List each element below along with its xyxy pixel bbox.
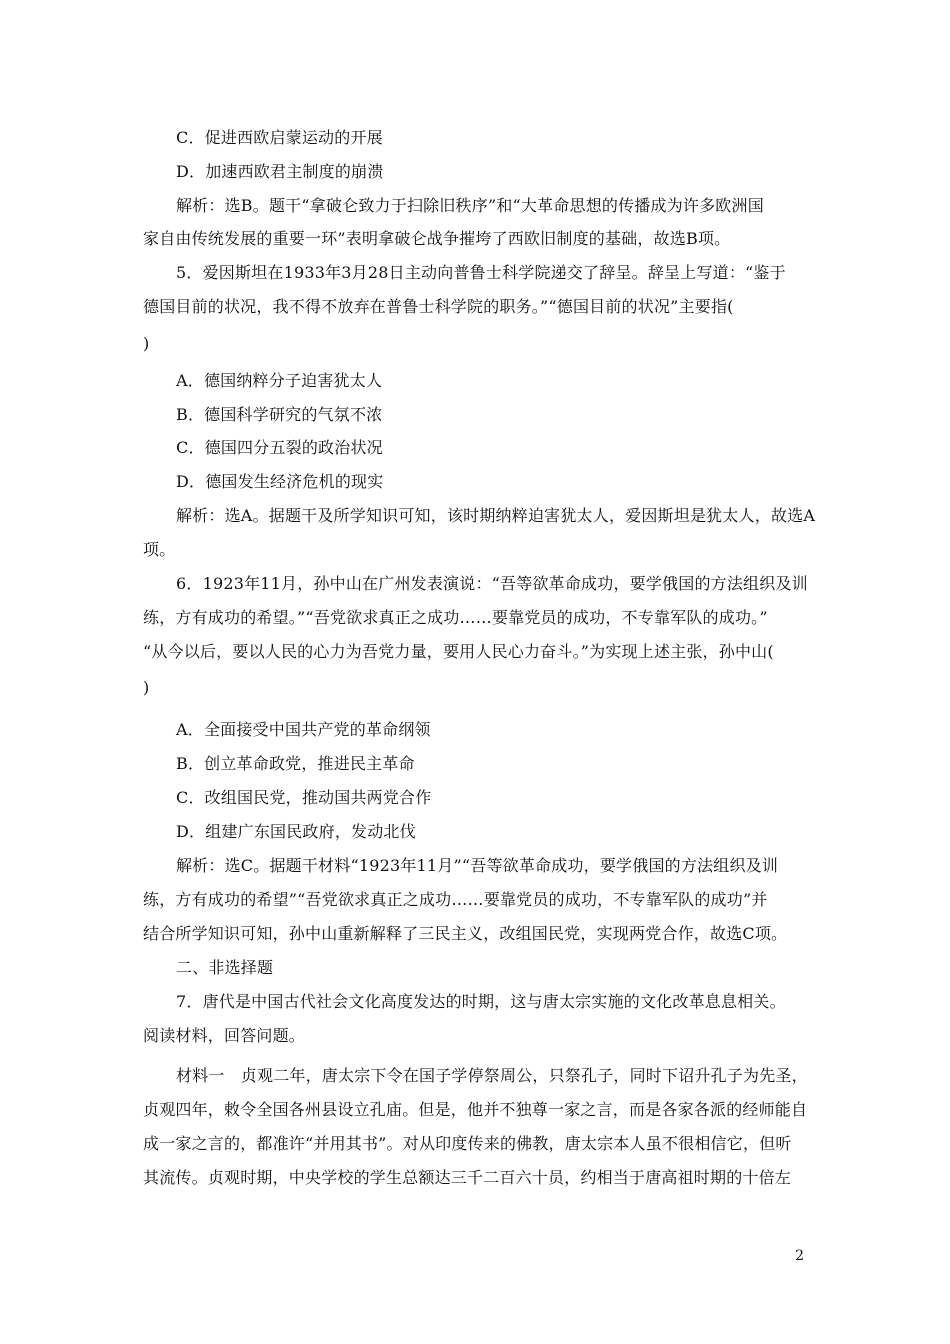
option-c-q4: C．促进西欧启蒙运动的开展	[176, 128, 383, 147]
section-heading-nonchoice: 二、非选择题	[176, 958, 274, 977]
material-1-line4: 其流传。贞观时期，中央学校的学生总额达三千二百六十员，约相当于唐高祖时期的十倍左	[143, 1168, 792, 1187]
option-b-q5: B．德国科学研究的气氛不浓	[176, 405, 383, 424]
analysis-q6-line2: 练，方有成功的希望”“吾党欲求真正之成功……要靠党员的成功，不专靠军队的成功”并	[143, 890, 768, 909]
option-d-q4: D．加速西欧君主制度的崩溃	[176, 162, 384, 181]
material-1-line3: 成一家之言的，都准许“并用其书”。对从印度传来的佛教，唐太宗本人虽不很相信它，但听	[143, 1134, 792, 1153]
option-b-q6: B．创立革命政党，推进民主革命	[176, 754, 415, 773]
material-1-line1: 材料一 贞观二年，唐太宗下令在国子学停祭周公，只祭孔子，同时下诏升孔子为先圣，	[176, 1066, 808, 1085]
analysis-q4-line1: 解析：选B。题干“拿破仑致力于扫除旧秩序”和“大革命思想的传播成为许多欧洲国	[176, 196, 764, 215]
option-d-q5: D．德国发生经济危机的现实	[176, 472, 384, 491]
analysis-q5-line1: 解析：选A。据题干及所学知识可知，该时期纳粹迫害犹太人，爱因斯坦是犹太人，故选A	[176, 506, 816, 525]
option-d-q6: D．组建广东国民政府，发动北伐	[176, 822, 416, 841]
question-5-line1: 5．爱因斯坦在1933年3月28日主动向普鲁士科学院递交了辞呈。辞呈上写道：“鉴于	[176, 263, 786, 282]
option-c-q6: C．改组国民党，推动国共两党合作	[176, 788, 432, 807]
option-a-q5: A．德国纳粹分子迫害犹太人	[176, 371, 383, 390]
option-a-q6: A．全面接受中国共产党的革命纲领	[176, 720, 431, 739]
question-6-line2: 练，方有成功的希望。”“吾党欲求真正之成功……要靠党员的成功，不专靠军队的成功。”	[143, 608, 768, 627]
analysis-q4-line2: 家自由传统发展的重要一环”表明拿破仑战争摧垮了西欧旧制度的基础，故选B项。	[143, 229, 731, 248]
material-1-line2: 贞观四年，敕令全国各州县设立孔庙。但是，他并不独尊一家之言，而是各家各派的经师能自	[143, 1100, 808, 1119]
analysis-q5-line2: 项。	[143, 540, 176, 559]
analysis-q6-line3: 结合所学知识可知，孙中山重新解释了三民主义，改组国民党，实现两党合作，故选C项。	[143, 924, 788, 943]
question-7-line1: 7．唐代是中国古代社会文化高度发达的时期，这与唐太宗实施的文化改革息息相关。	[176, 992, 786, 1011]
question-6-line3: “从今以后，要以人民的心力为吾党力量，要用人民心力奋斗。”为实现上述主张，孙中山(	[143, 642, 774, 661]
option-c-q5: C．德国四分五裂的政治状况	[176, 438, 383, 457]
question-5-bracket: )	[143, 334, 150, 353]
question-5-line2: 德国目前的状况，我不得不放弃在普鲁士科学院的职务。”“德国目前的状况”主要指(	[143, 297, 734, 316]
question-6-line1: 6．1923年11月，孙中山在广州发表演说：“吾等欲革命成功，要学俄国的方法组织及训	[176, 574, 808, 593]
page-number: 2	[795, 1248, 804, 1264]
question-6-bracket: )	[143, 678, 150, 697]
analysis-q6-line1: 解析：选C。据题干材料“1923年11月”“吾等欲革命成功，要学俄国的方法组织及训	[176, 856, 779, 875]
question-7-line2: 阅读材料，回答问题。	[143, 1026, 306, 1045]
